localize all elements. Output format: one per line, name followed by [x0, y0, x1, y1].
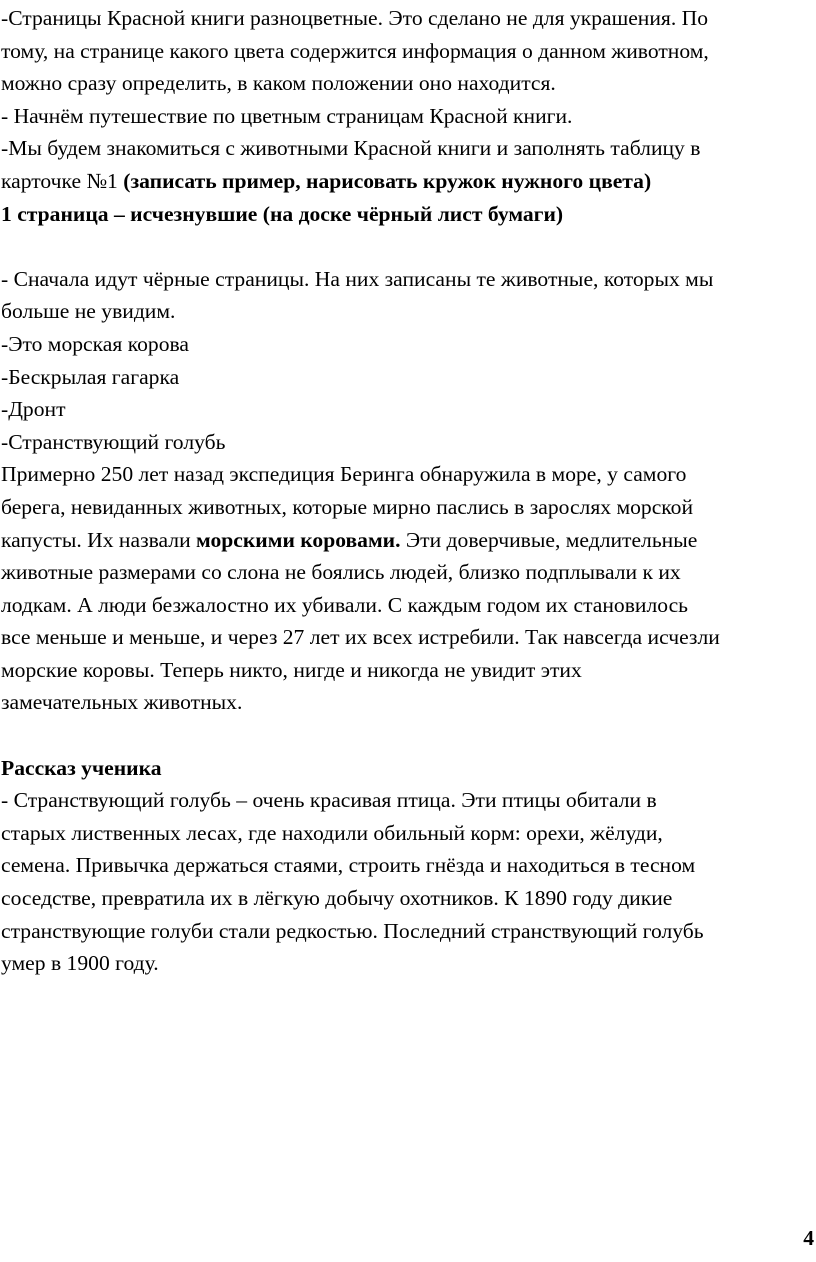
student-story-line-4: соседстве, превратила их в лёгкую добычу охотников. К 1890 году дикие — [1, 886, 673, 911]
sea-cow-line-6: все меньше и меньше, и через 27 лет их всех истребили. Так навсегда исчезли — [1, 625, 720, 650]
document-body — [1, 2, 816, 980]
black-pages-line-1: - Сначала идут чёрные страницы. На них записаны те животные, которых мы — [1, 266, 714, 291]
sea-cow-line-3-rest: Эти доверчивые, медлительные — [400, 527, 698, 552]
sea-cow-line-2: берега, невиданных животных, которые мирно паслись в зарослях морской — [1, 494, 694, 519]
animal-item: -Дронт — [1, 397, 66, 422]
sea-cow-line-8: замечательных животных. — [1, 690, 243, 715]
intro-line-6 — [1, 165, 816, 198]
sea-cow-line-3 — [1, 524, 816, 557]
sea-cow-line-1: Примерно 250 лет назад экспедиция Беринга обнаружила в море, у самого — [1, 462, 687, 487]
sea-cow-line-4: животные размерами со слона не боялись людей, близко подплывали к их — [1, 560, 681, 585]
student-story-line-5: странствующие голуби стали редкостью. Последний странствующий голубь — [1, 918, 704, 943]
intro-line-5: -Мы будем знакомиться с животными Красной книги и заполнять таблицу в — [1, 136, 701, 161]
sea-cow-term: морскими коровами. — [196, 527, 401, 552]
blank-line — [1, 719, 816, 752]
student-story-line-3: семена. Привычка держаться стаями, строить гнёзда и находиться в тесном — [1, 853, 696, 878]
student-story-line-6: умер в 1900 году. — [1, 951, 159, 976]
animal-item: -Это морская корова — [1, 331, 189, 356]
section-heading-black-page: 1 страница – исчезнувшие (на доске чёрный лист бумаги) — [1, 201, 564, 226]
blank-line — [1, 230, 816, 263]
page-number: 4 — [803, 1226, 814, 1250]
intro-line-2: тому, на странице какого цвета содержится информация о данном животном, — [1, 38, 709, 63]
black-pages-line-2: больше не увидим. — [1, 299, 176, 324]
animal-item: -Бескрылая гагарка — [1, 364, 180, 389]
student-story-line-2: старых лиственных лесах, где находили обильный корм: орехи, жёлуди, — [1, 820, 663, 845]
sea-cow-line-5: лодкам. А люди безжалостно их убивали. С каждым годом их становилось — [1, 592, 689, 617]
intro-line-6-bold: (записать пример, нарисовать кружок нужного цвета) — [123, 168, 652, 193]
animal-item: -Странствующий голубь — [1, 429, 226, 454]
student-story-heading: Рассказ ученика — [1, 755, 162, 780]
intro-line-1: -Страницы Красной книги разноцветные. Это сделано не для украшения. По — [1, 6, 709, 30]
intro-line-3: можно сразу определить, в каком положении оно находится. — [1, 71, 556, 96]
sea-cow-line-3-text: капусты. Их назвали — [1, 527, 197, 552]
sea-cow-line-7: морские коровы. Теперь никто, нигде и никогда не увидит этих — [1, 657, 582, 682]
student-story-line-1: - Странствующий голубь – очень красивая птица. Эти птицы обитали в — [1, 788, 657, 813]
intro-line-6-text: карточке №1 — [1, 168, 124, 193]
intro-line-4: - Начнём путешествие по цветным страницам Красной книги. — [1, 103, 573, 128]
